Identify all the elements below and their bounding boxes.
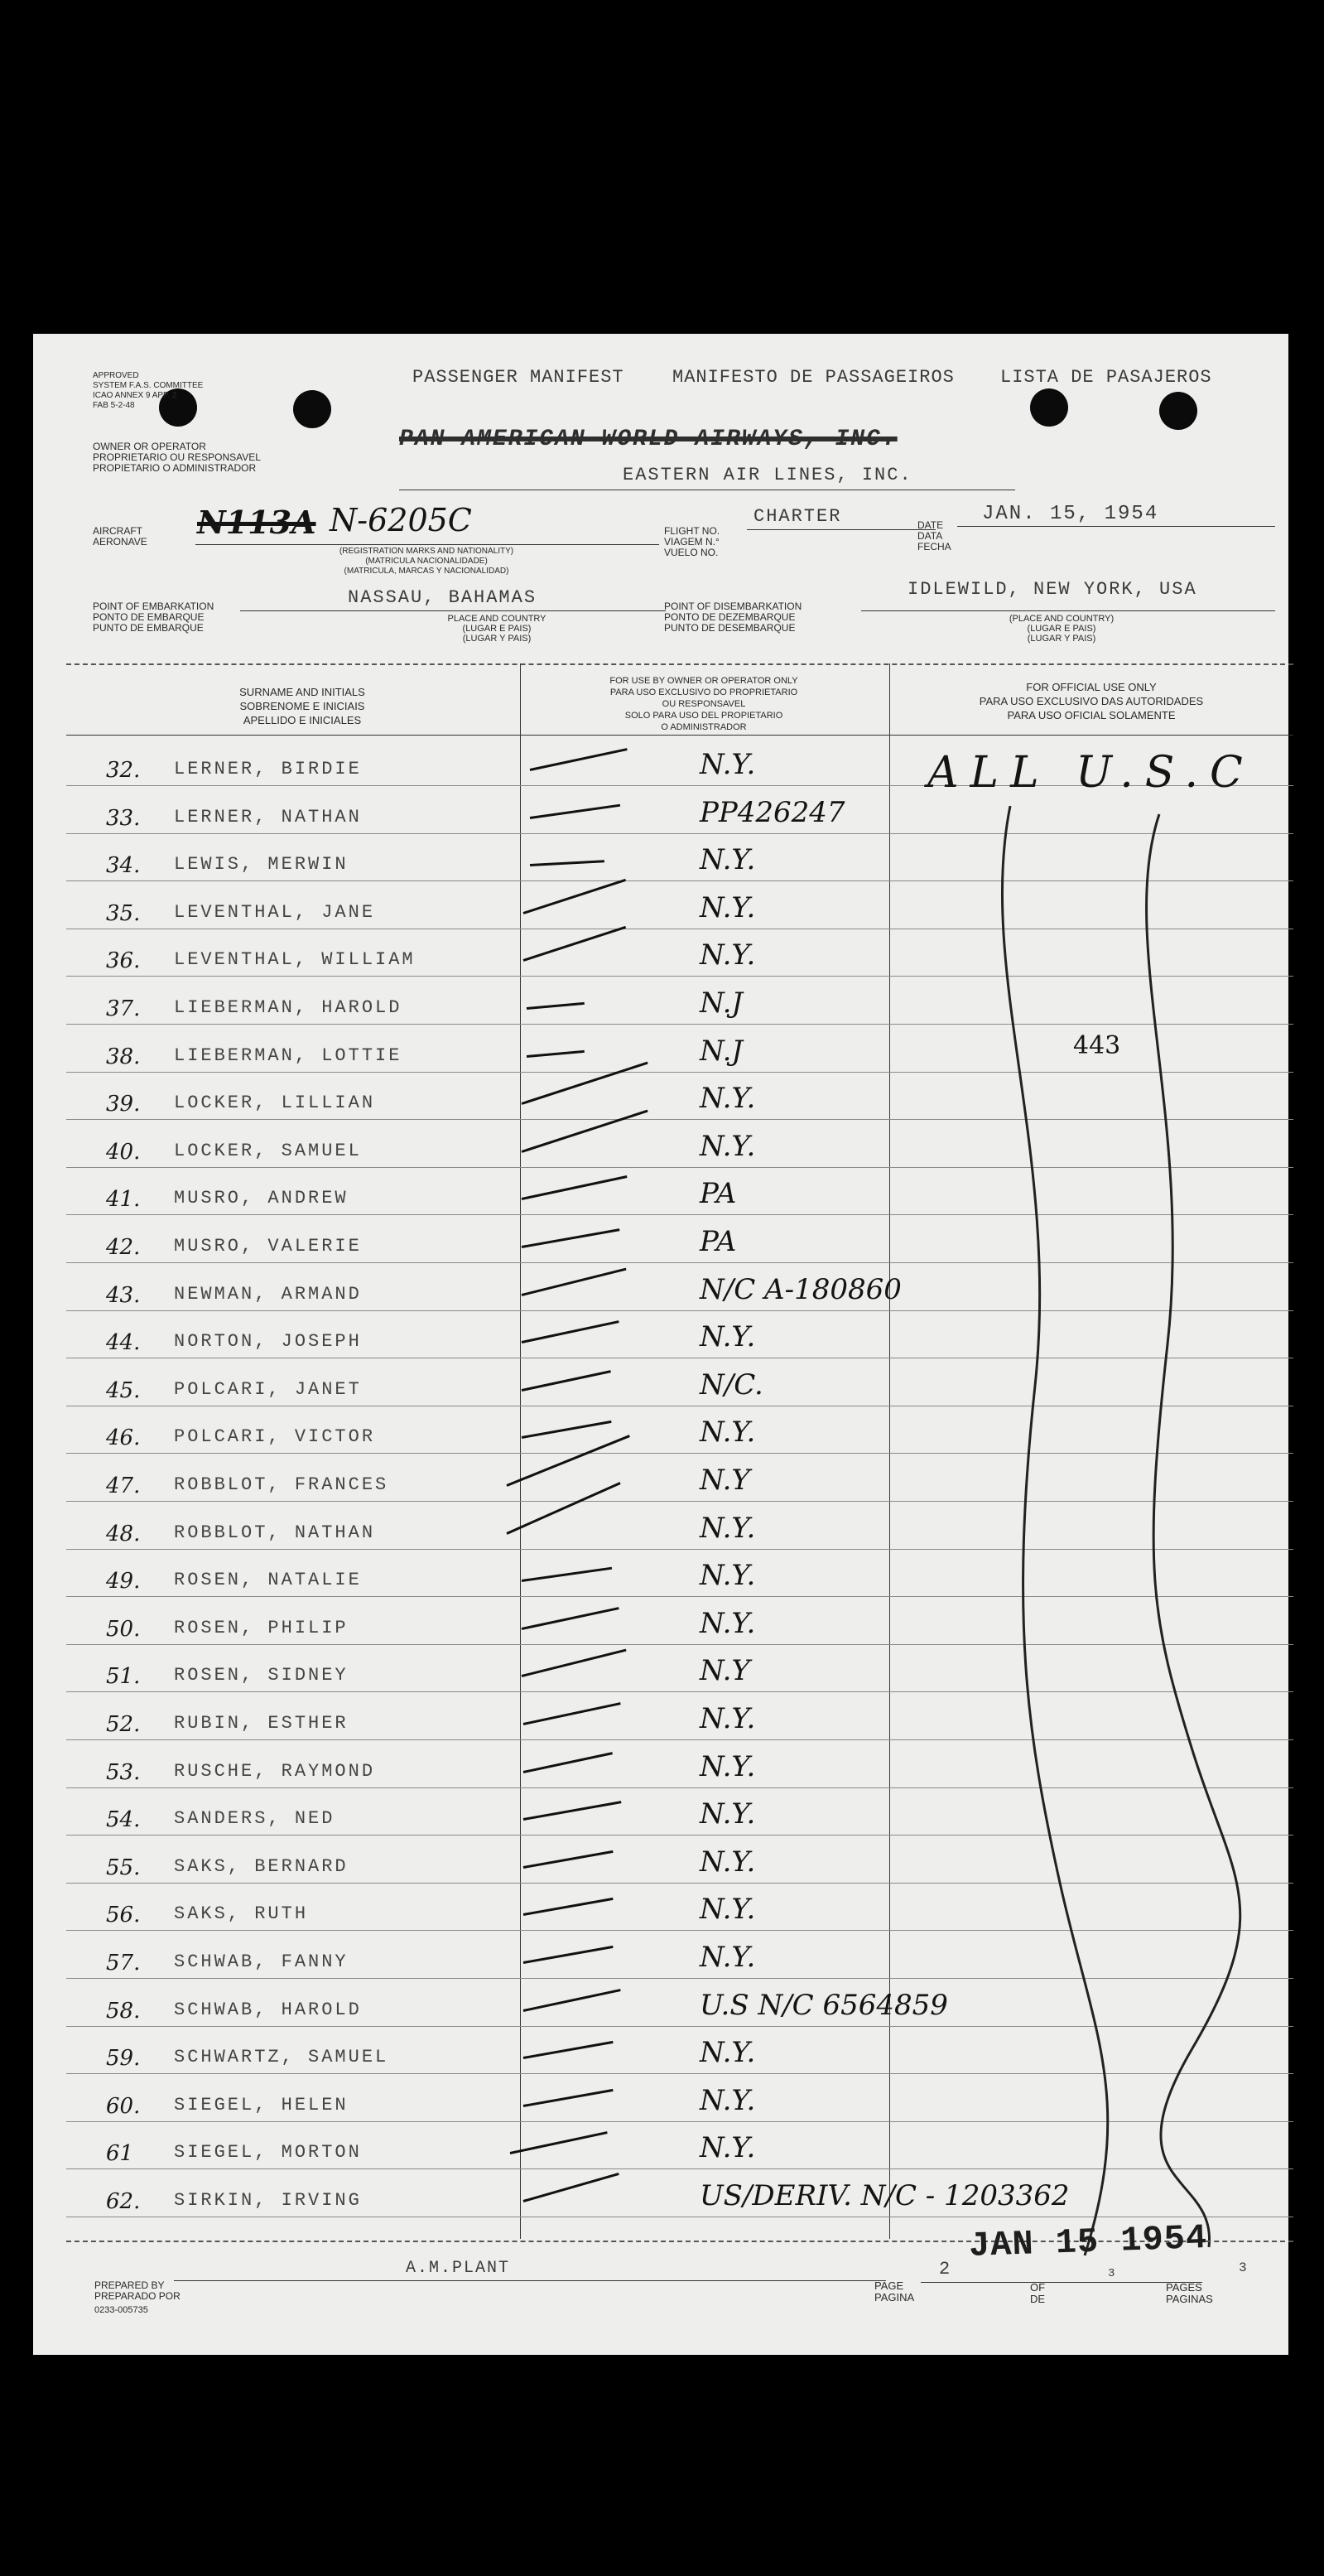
check-mark (523, 879, 627, 914)
check-mark (530, 748, 628, 771)
check-mark (523, 1702, 621, 1725)
passenger-name: MUSRO, VALERIE (174, 1236, 362, 1257)
approval-block: APPROVED SYSTEM F.A.S. COMMITTEE ICAO ANNEX 9 APP. 2 FAB 5-2-48 (93, 371, 204, 410)
page-label: PAGE PAGINA (874, 2279, 915, 2303)
punch-hole (1159, 392, 1197, 430)
passenger-name: SCHWARTZ, SAMUEL (174, 2047, 389, 2068)
residence-note: N.Y. (700, 1559, 756, 1593)
flight-label: FLIGHT NO. VIAGEM N.° VUELO NO. (664, 525, 720, 558)
residence-note: N.Y. (700, 748, 756, 781)
row-number: 48. (106, 1521, 141, 1546)
check-mark (523, 2089, 614, 2107)
row-number: 56. (106, 1903, 141, 1928)
passenger-name: NORTON, JOSEPH (174, 1331, 362, 1353)
aircraft-label: AIRCRAFT AERONAVE (93, 525, 147, 548)
row-number: 42. (106, 1235, 141, 1260)
of-value: 3 (1108, 2267, 1117, 2280)
row-number: 33. (106, 805, 141, 831)
row-number: 55. (106, 1855, 141, 1880)
row-number: 58. (106, 1998, 141, 2024)
row-number: 47. (106, 1474, 141, 1498)
check-mark (522, 1175, 628, 1200)
residence-note: N.Y. (700, 1416, 756, 1450)
passenger-name: SCHWAB, FANNY (174, 1951, 349, 1972)
row-number: 36. (106, 948, 141, 974)
title-es: LISTA DE PASAJEROS (1000, 367, 1212, 388)
residence-note: N.Y (700, 1464, 750, 1497)
flight-value: CHARTER (753, 506, 842, 527)
embark-value: NASSAU, BAHAMAS (348, 587, 537, 608)
check-mark (530, 803, 620, 818)
residence-note: N.Y. (700, 1845, 756, 1879)
row-number: 60. (106, 2093, 141, 2119)
row-number: 32. (106, 758, 141, 783)
embark-label: POINT OF EMBARKATION PONTO DE EMBARQUE PUNTO DE EMBARQUE (93, 601, 214, 634)
prepared-label: PREPARED BY PREPARADO POR (94, 2279, 181, 2302)
passenger-name: RUBIN, ESTHER (174, 1713, 349, 1734)
date-value: JAN. 15, 1954 (982, 503, 1159, 525)
embark-sub: PLACE AND COUNTRY (LUGAR E PAIS) (LUGAR Y PAIS) (447, 614, 546, 644)
passenger-name: LEVENTHAL, JANE (174, 901, 376, 923)
check-mark (522, 1649, 627, 1677)
passenger-name: SAKS, RUTH (174, 1903, 309, 1925)
aircraft-value: N-6205C (330, 502, 472, 538)
ditto-marks (944, 806, 1308, 2267)
residence-note: N.Y. (700, 1702, 756, 1735)
residence-note: N.Y. (700, 2083, 756, 2117)
passenger-name: ROSEN, PHILIP (174, 1617, 349, 1638)
row-number: 39. (106, 1092, 141, 1117)
col-surname-header: SURNAME AND INITIALS SOBRENOME E INICIAIS APELLIDO E INICIALES (239, 686, 365, 726)
punch-hole (293, 390, 331, 428)
residence-note: N.Y. (700, 2131, 756, 2165)
passenger-name: MUSRO, ANDREW (174, 1188, 349, 1209)
disembark-value: IDLEWILD, NEW YORK, USA (908, 579, 1197, 600)
row-number: 54. (106, 1807, 141, 1833)
row-number: 50. (106, 1616, 141, 1642)
date-stamp: JAN 15 1954 (968, 2217, 1208, 2267)
row-number: 51. (106, 1664, 141, 1690)
passenger-name: LEWIS, MERWIN (174, 854, 349, 876)
row-number: 37. (106, 996, 141, 1021)
row-number: 62. (106, 2189, 141, 2214)
passenger-name: NEWMAN, ARMAND (174, 1283, 362, 1305)
passenger-name: LEVENTHAL, WILLIAM (174, 949, 416, 971)
check-mark (510, 2131, 608, 2154)
passenger-name: SAKS, BERNARD (174, 1855, 349, 1877)
check-mark (522, 1320, 619, 1343)
check-mark (527, 1002, 585, 1010)
title-pt: MANIFESTO DE PASSAGEIROS (672, 367, 955, 388)
residence-note: N.Y. (700, 2036, 756, 2070)
residence-note: PA (700, 1177, 737, 1211)
check-mark (522, 1370, 611, 1392)
row-number: 34. (106, 853, 141, 879)
passenger-name: LERNER, BIRDIE (174, 759, 362, 779)
passenger-name: SANDERS, NED (174, 1808, 335, 1830)
title-en: PASSENGER MANIFEST (412, 367, 624, 388)
check-mark (523, 1898, 614, 1916)
row-number: 44. (106, 1330, 141, 1356)
residence-note: N.Y (700, 1654, 750, 1688)
row-number: 43. (106, 1282, 141, 1308)
pages-label: PAGES PAGINAS (1166, 2281, 1213, 2305)
residence-note: N.Y. (700, 1082, 756, 1116)
aircraft-struck: N113A (197, 504, 316, 541)
passenger-name: ROSEN, SIDNEY (174, 1665, 349, 1686)
page-value: 2 (939, 2259, 952, 2279)
row-number: 45. (106, 1377, 141, 1403)
check-mark (523, 2173, 619, 2202)
passenger-name: LOCKER, LILLIAN (174, 1093, 376, 1114)
residence-note: N.Y. (700, 1320, 756, 1354)
passenger-name: SIRKIN, IRVING (174, 2190, 362, 2211)
row-number: 52. (106, 1712, 141, 1737)
residence-note: N.Y. (700, 1797, 756, 1831)
passenger-name: LIEBERMAN, LOTTIE (174, 1044, 402, 1066)
owner-value: EASTERN AIR LINES, INC. (623, 465, 912, 485)
residence-note: N/C. (700, 1368, 763, 1401)
row-number: 40. (106, 1139, 141, 1165)
check-mark (530, 860, 604, 866)
row-number: 59. (106, 2046, 141, 2072)
date-label: DATE DATA FECHA (917, 519, 951, 552)
passenger-name: ROBBLOT, NATHAN (174, 1522, 376, 1543)
residence-note: N.Y. (700, 843, 756, 877)
passenger-name: POLCARI, JANET (174, 1378, 362, 1400)
check-mark (523, 1989, 621, 2012)
check-mark (523, 1946, 614, 1964)
row-number: 53. (106, 1759, 141, 1785)
passenger-name: POLCARI, VICTOR (174, 1426, 376, 1448)
row-number: 41. (106, 1187, 141, 1213)
passenger-name: LOCKER, SAMUEL (174, 1140, 362, 1161)
check-mark (523, 1752, 613, 1773)
check-mark (522, 1567, 612, 1582)
row-number: 35. (106, 900, 141, 926)
manifest-sheet (33, 334, 1288, 2355)
passenger-name: ROSEN, NATALIE (174, 1570, 362, 1591)
residence-note: N.Y. (700, 1511, 756, 1545)
residence-note: N.Y. (700, 938, 756, 972)
row-number: 46. (106, 1425, 141, 1451)
official-count: 443 (1073, 1031, 1121, 1060)
row-number: 57. (106, 1951, 141, 1975)
residence-note: N/C A-180860 (700, 1272, 902, 1306)
residence-note: N.Y. (700, 1606, 756, 1640)
residence-note: N.Y. (700, 1129, 756, 1163)
disembark-label: POINT OF DISEMBARKATION PONTO DE DEZEMBARQUE PUNTO DE DESEMBARQUE (664, 601, 802, 634)
owner-label: OWNER OR OPERATOR PROPRIETARIO OU RESPONSAVEL PROPIETARIO O ADMINISTRADOR (93, 441, 261, 474)
check-mark (523, 1850, 614, 1869)
official-status: ALL U.S.C (927, 748, 1254, 798)
residence-note: N.J (700, 1034, 744, 1068)
passenger-name: RUSCHE, RAYMOND (174, 1760, 376, 1782)
row-number: 61 (106, 2141, 134, 2167)
row-number: 49. (106, 1569, 141, 1594)
residence-note: N.Y. (700, 1749, 756, 1783)
prepared-value: A.M.PLANT (406, 2259, 511, 2278)
col-owner-use-header: FOR USE BY OWNER OR OPERATOR ONLY PARA USO EXCLUSIVO DO PROPRIETARIO OU RESPONSAVEL SOLO PARA USO DEL PROPIETARIO O ADMINISTRADOR (609, 676, 798, 732)
punch-hole (1030, 388, 1068, 427)
check-mark (522, 1267, 627, 1295)
residence-note: US/DERIV. N/C - 1203362 (700, 2179, 1070, 2212)
row-number: 38. (106, 1044, 141, 1069)
check-mark (523, 926, 627, 962)
check-mark (522, 1607, 619, 1630)
corner-mark: 3 (1239, 2260, 1249, 2275)
check-mark (523, 2041, 614, 2059)
residence-note: PP426247 (700, 795, 845, 829)
check-mark (522, 1228, 620, 1248)
passenger-name: SCHWAB, HAROLD (174, 1999, 362, 2020)
residence-note: U.S N/C 6564859 (700, 1988, 948, 2022)
residence-note: N.Y. (700, 1941, 756, 1974)
passenger-name: LIEBERMAN, HAROLD (174, 997, 402, 1018)
check-mark (523, 1801, 622, 1821)
residence-note: N.J (700, 987, 744, 1020)
check-mark (522, 1421, 612, 1439)
aircraft-sub: (REGISTRATION MARKS AND NATIONALITY) (MATRICULA NACIONALIDADE) (MATRICULA, MARCAS Y NACIONALIDAD) (339, 547, 514, 576)
passenger-name: SIEGEL, HELEN (174, 2094, 349, 2115)
residence-note: N.Y. (700, 890, 756, 924)
disembark-sub: (PLACE AND COUNTRY) (LUGAR E PAIS) (LUGAR Y PAIS) (1009, 614, 1115, 644)
check-mark (527, 1049, 585, 1057)
form-number: 0233-005735 (94, 2305, 148, 2315)
col-official-header: FOR OFFICIAL USE ONLY PARA USO EXCLUSIVO DAS AUTORIDADES PARA USO OFICIAL SOLAMENTE (979, 681, 1204, 721)
residence-note: PA (700, 1225, 737, 1258)
passenger-name: SIEGEL, MORTON (174, 2142, 362, 2164)
passenger-name: LERNER, NATHAN (174, 806, 362, 827)
passenger-name: ROBBLOT, FRANCES (174, 1474, 389, 1495)
of-label: OF DE (1030, 2281, 1046, 2305)
owner-struck: PAN AMERICAN WORLD AIRWAYS, INC. (399, 427, 898, 452)
residence-note: N.Y. (700, 1893, 756, 1927)
